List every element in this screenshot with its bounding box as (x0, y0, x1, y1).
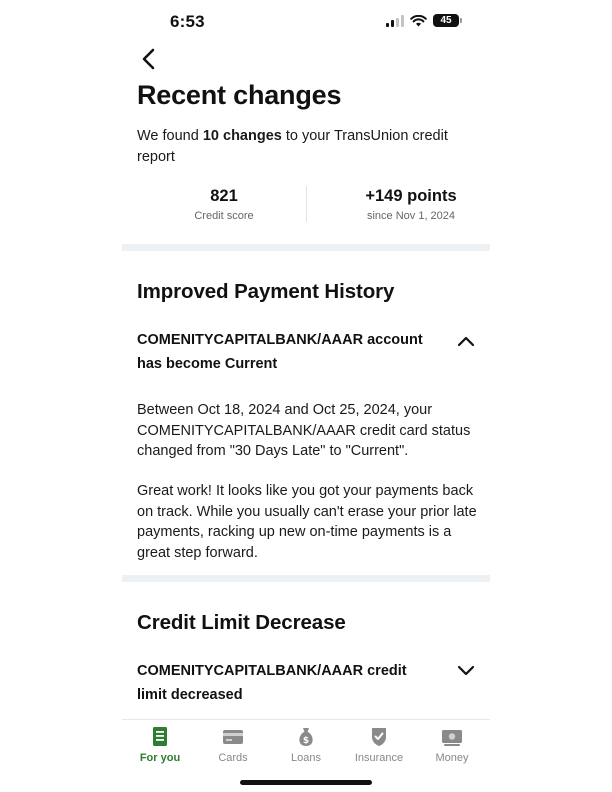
intro-prefix: We found (137, 128, 203, 144)
tab-label: Cards (218, 752, 248, 764)
shield-check-icon (368, 726, 390, 748)
points-change-value: +149 points (365, 187, 457, 205)
points-change-label: since Nov 1, 2024 (366, 210, 456, 222)
home-indicator[interactable] (240, 780, 372, 785)
tab-loans[interactable] (269, 726, 343, 764)
collapse-button[interactable] (456, 333, 476, 349)
intro-suffix: to your TransUnion credit report (137, 128, 448, 165)
expand-button[interactable] (456, 663, 476, 679)
stats-divider (306, 186, 307, 222)
status-time: 6:53 (170, 12, 205, 31)
change-item-title[interactable]: COMENITYCAPITALBANK/AAAR account has become Current (137, 332, 423, 372)
section-heading-credit-limit: Credit Limit Decrease (137, 611, 346, 634)
document-icon (150, 726, 170, 748)
tab-money[interactable] (415, 726, 489, 764)
status-bar (0, 0, 612, 44)
intro-text (137, 126, 467, 167)
credit-score-label: Credit score (194, 210, 254, 222)
section-divider (122, 244, 490, 251)
chevron-left-icon (138, 46, 162, 72)
section-heading-payment-history: Improved Payment History (137, 280, 395, 303)
intro-change-count: 10 changes (202, 128, 282, 144)
tab-label: Loans (291, 752, 321, 764)
change-detail-paragraph: Between Oct 18, 2024 and Oct 25, 2024, your COMENITYCAPITALBANK/AAAR credit card status changed from "30 Days Late" to "Current". (137, 402, 471, 459)
wifi-icon (410, 15, 427, 27)
tab-for-you[interactable] (123, 726, 197, 764)
bottom-tab-bar (122, 719, 490, 768)
svg-text:$: $ (302, 736, 310, 746)
tab-insurance[interactable] (342, 726, 416, 764)
section-divider (122, 575, 490, 582)
credit-score-value: 821 (210, 187, 238, 205)
battery-level: 45 (440, 15, 452, 26)
chevron-up-icon (456, 333, 476, 349)
chevron-down-icon (456, 663, 476, 679)
status-icons (386, 14, 459, 27)
credit-score-stat (132, 186, 316, 222)
tab-label: Money (435, 752, 469, 764)
money-bag-icon (295, 726, 317, 748)
cash-icon (440, 726, 464, 748)
credit-card-icon (222, 726, 244, 748)
points-change-stat (316, 186, 506, 222)
battery-icon (433, 14, 459, 27)
tab-label: Insurance (354, 752, 404, 764)
cellular-signal-icon (386, 15, 404, 27)
credit-stats (122, 186, 490, 226)
change-advice-paragraph: Great work! It looks like you got your payments back on track. While you usually can't erase your prior late payments, racking up new on-time payments is a great step forward. (137, 483, 477, 561)
back-button[interactable] (138, 46, 162, 72)
change-item-title[interactable]: COMENITYCAPITALBANK/AAAR credit limit decreased (137, 663, 407, 703)
tab-label: For you (139, 752, 181, 764)
tab-cards[interactable] (196, 726, 270, 764)
page-title: Recent changes (137, 80, 342, 110)
